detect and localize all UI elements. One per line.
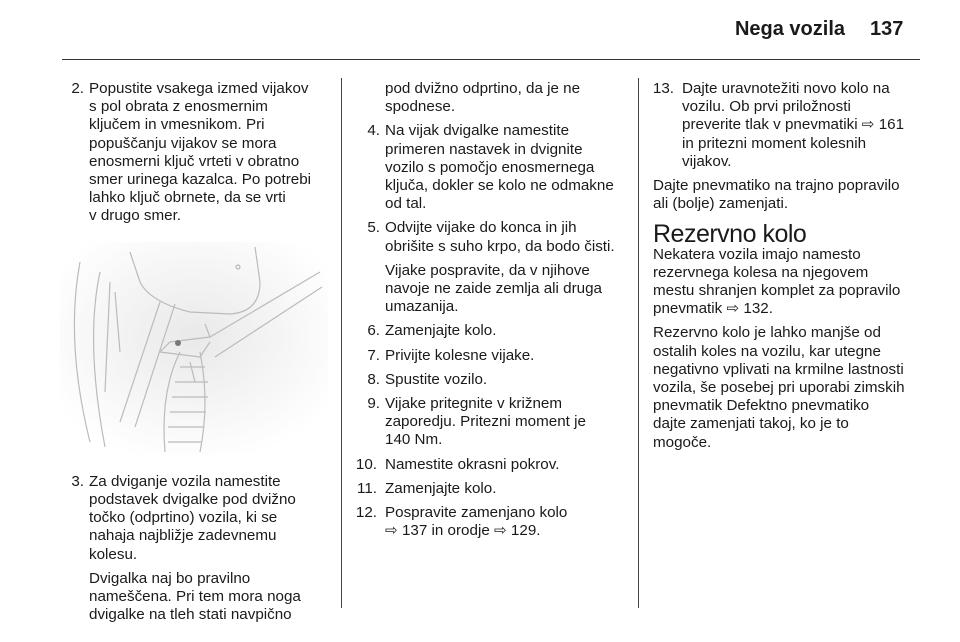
page-number: 137 xyxy=(870,18,904,40)
jack-wheel-illustration xyxy=(60,242,328,454)
left-column xyxy=(62,80,337,630)
step-3-note: Dvigalka naj bo pravilno nameščena. Pri tem mora noga dvigalke na tleh stati navpično xyxy=(89,569,301,624)
paragraph: Rezervno kolo je lahko manjše od ostalih koles na vozilu, kar utegne negativno vplivati na krmilne lastnosti vozila, še posebej pri uporabi zimskih pnevmatik Defektno pnevmatiko dajte zamenjati takoj, ko je to mogoče. xyxy=(653,324,905,451)
step-11: 11. Zamenjajte kolo. xyxy=(357,479,497,497)
step-3-continued: pod dvižno odprtino, da je ne spodnese. xyxy=(385,80,581,116)
step-6: 6. Zamenjajte kolo. xyxy=(367,322,497,340)
step-7: 7. Privijte kolesne vijake. xyxy=(367,346,535,364)
step-5-note: Vijake pospravite, da v njihove navoje ne zaide zemlja ali druga umazanija. xyxy=(385,261,602,316)
column-divider xyxy=(638,78,639,608)
paragraph: Dajte pnevmatiko na trajno popravilo ali (bolje) zamenjati. xyxy=(653,177,900,213)
step-13: 13. Dajte uravnotežiti novo kolo na vozilu. Ob prvi priložnosti preverite tlak v pnevmatiki ⇨ 161 in pritezni moment kolesnih vijakov. xyxy=(652,80,905,170)
step-3: 3. Za dviganje vozila namestite podstavek dvigalke pod dvižno točko (odprtino) vozila, ki se nahaja najbližje zadevnemu kolesu. xyxy=(71,472,296,563)
right-column xyxy=(652,80,930,458)
step-8: 8. Spustite vozilo. xyxy=(367,370,488,388)
step-10: 10. Namestite okrasni pokrov. xyxy=(355,455,560,473)
step-12: 12. Pospravite zamenjano kolo ⇨ 137 in orodje ⇨ 129. xyxy=(355,504,568,540)
step-9: 9. Vijake pritegnite v križnem zaporedju. Pritezni moment je 140 Nm. xyxy=(367,395,586,449)
step-4: 4. Na vijak dvigalke namestite primeren nastavek in dvignite vozilo s pomočjo enosmernega ključa, dokler se kolo ne odmakne od tal. xyxy=(367,122,614,213)
middle-column xyxy=(355,80,633,546)
section-title: Nega vozila xyxy=(734,18,845,40)
section-heading: Rezervno kolo xyxy=(653,220,807,249)
step-5: 5. Odvijte vijake do konca in jih obrišite s suho krpo, da bodo čisti. xyxy=(367,219,615,255)
column-divider xyxy=(341,78,342,608)
paragraph: Nekatera vozila imajo namesto rezervnega kolesa na njegovem mestu shranjen komplet za popravilo pnevmatik ⇨ 132. xyxy=(653,245,901,318)
header-divider xyxy=(62,59,920,60)
step-2: 2. Popustite vsakega izmed vijakov s pol obrata z enosmernim ključem in vmesnikom. Pri popuščanju vijakov se mora enosmerni ključ vrteti v obratno smer urinega kazalca. Po potrebi lahko ključ obrnete, da se vrti v drugo smer. xyxy=(71,80,312,225)
